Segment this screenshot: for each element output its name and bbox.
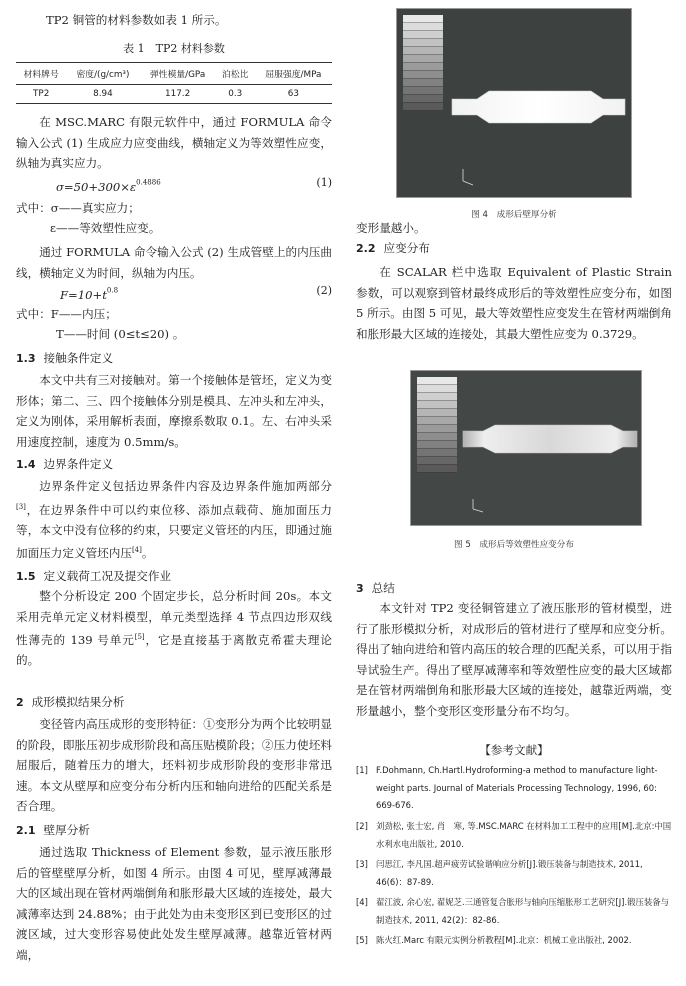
section-number: 1.4 [16, 458, 36, 471]
figure-5-tube [411, 371, 641, 525]
section-heading-2-1 [16, 820, 90, 841]
references-title: 【参考文献】 [479, 743, 549, 757]
section-title: 接触条件定义 [43, 351, 114, 365]
section-number: 2.1 [16, 824, 36, 837]
equation-1-number: (1) [316, 176, 332, 189]
table-cell: 8.94 [66, 85, 139, 104]
table-header: 弹性模量/GPa [140, 63, 216, 85]
table-header: 屈服强度/MPa [255, 63, 332, 85]
section-heading-1-5 [16, 566, 171, 587]
table-cell: 0.3 [216, 85, 255, 104]
equation-2 [60, 284, 332, 304]
table-cell: 117.2 [140, 85, 216, 104]
section-number: 1.5 [16, 570, 36, 583]
reference-item: [5] 陈火红.Marc 有限元实例分析教程[M].北京：机械工业出版社, 2002. [356, 935, 632, 945]
equation-1-body: σ=50+300×ε [56, 180, 137, 194]
section-1-4-body: 边界条件定义包括边界条件内容及边界条件施加两部分[3]，在边界条件中可以约束位移、添加点载荷、施加面压力等，本文中没有位移的约束，只要定义管坯的内压，即通过施加面压力定义管坯内压[4]。 [16, 479, 332, 561]
equation-1-exponent: 0.4886 [136, 178, 161, 187]
section-1-3-body: 本文中共有三对接触对。第一个接触体是管坯，定义为变形体；第二、三、四个接触体分别是模具、左冲头和左冲头，定义为刚体，采用解析表面，摩擦系数取 0.1。左、右冲头采用速度控制，速度为 0.5mm/s。 [16, 373, 332, 449]
equation-2-number: (2) [316, 284, 332, 297]
section-title: 定义载荷工况及提交作业 [43, 569, 172, 583]
section-1-5-body: 整个分析设定 200 个固定步长，总分析时间 20s。本文采用壳单元定义材料模型，单元类型选择 4 节点四边形双线性薄壳的 139 号单元[5]，它是直接基于离散克希霍夫理论的。 [16, 589, 332, 668]
section-title: 壁厚分析 [43, 823, 90, 837]
equation-2-body: F=10+t [60, 288, 107, 302]
equation-2-where-2: T——时间 (0≤t≤20) 。 [56, 327, 185, 341]
table-caption: 表 1 TP2 材料参数 [123, 42, 225, 55]
section-number: 2.2 [356, 242, 376, 255]
section-heading-1-3 [16, 348, 113, 369]
section-number: 1.3 [16, 352, 36, 365]
figure-5-caption: 图 5 成形后等效塑性应变分布 [454, 540, 574, 550]
reference-item: [3] 闫思江, 李凡国.超声疲劳试验谐响应分析[J].锻压装备与制造技术, 2011, 46(6)：87-89. [356, 859, 643, 887]
section-title: 边界条件定义 [43, 457, 114, 471]
section-heading-1-4 [16, 454, 113, 475]
section-2-body: 变径管内高压成形的变形特征：①变形分为两个比较明显的阶段，即胀压初步成形阶段和高压贴模阶段；②压力使坯料屈服后，随着压力的增大，坯料初步成形阶段的变形非常迅速。本文从壁厚和应变分布分析内压和轴向进给的匹配关系是否合理。 [16, 717, 332, 813]
equation-1-where-1: 式中：σ——真实应力； [16, 201, 140, 215]
section-2-1-body: 通过选取 Thickness of Element 参数，显示液压胀形后的管壁壁厚分析，如图 4 所示。由图 4 可见，壁厚减薄最大的区域出现在管材两端倒角和胀形最大区域的连接处，最大减薄率达到 24.88%；由于此处为由未变形区到已变形区的过渡区域，过大变形容易使此处发生壁厚减薄。越靠近管材两端， [16, 845, 332, 962]
material-table [16, 62, 332, 104]
table-cell: 63 [255, 85, 332, 104]
table-header: 泊松比 [216, 63, 255, 85]
table-header: 密度/(g/cm³) [66, 63, 139, 85]
equation-1 [56, 176, 332, 196]
figure-4-tube [397, 9, 631, 197]
reference-item: [4] 翟江波, 余心宏, 翟妮芝.三通管复合胀形与轴向压缩胀形工艺研究[J].锻压装备与制造技术, 2011, 42(2)：82-86. [356, 897, 669, 925]
section-heading-3 [356, 578, 395, 599]
reference-item: [2] 刘劲松, 张士宏, 肖 寒, 等.MSC.MARC 在材料加工工程中的应用[M].北京:中国水利水电出版社, 2010. [356, 821, 672, 849]
marc-paragraph-1: 在 MSC.MARC 有限元软件中，通过 FORMULA 命令输入公式 (1) 生成应力应变曲线，横轴定义为等效塑性应变，纵轴为真实应力。 [16, 115, 332, 170]
reference-item: [1] F.Dohmann, Ch.Hartl.Hydroforming-a method to manufacture light-weight parts. Journal of Materials Processing Technology, 1996, 60: 669-676. [356, 765, 658, 810]
intro-text: TP2 铜管的材料参数如表 1 所示。 [46, 13, 227, 27]
figure-5-image [410, 370, 642, 526]
section-number: 3 [356, 582, 364, 595]
section-title: 应变分布 [383, 241, 430, 255]
equation-1-where-2: ε——等效塑性应变。 [50, 221, 161, 235]
section-title: 成形模拟结果分析 [31, 695, 125, 709]
section-2-2-body: 在 SCALAR 栏中选取 Equivalent of Plastic Strain 参数，可以观察到管材最终成形后的等效塑性应变分布，如图 5 所示。由图 5 可见，最大等效塑性应变发生在管材两端倒角和胀形最大区域的连接处，其最大塑性应变为 0.3729。 [356, 265, 672, 341]
section-number: 2 [16, 696, 24, 709]
table-header: 材料牌号 [16, 63, 66, 85]
figure-4-image [396, 8, 632, 198]
equation-2-where-1: 式中：F——内压； [16, 307, 117, 321]
equation-2-exponent: 0.8 [106, 286, 119, 295]
table-cell: TP2 [16, 85, 66, 104]
marc-paragraph-2: 通过 FORMULA 命令输入公式 (2) 生成管壁上的内压曲线，横轴定义为时间，纵轴为内压。 [16, 245, 332, 280]
section-heading-2-2 [356, 238, 430, 259]
section-title: 总结 [371, 581, 395, 595]
section-3-body: 本文针对 TP2 变径铜管建立了液压胀形的管材模型，进行了胀形模拟分析，对成形后的管材进行了壁厚和应变分析。得出了轴向进给和管内高压的较合理的匹配关系，可以用于指导试验生产。得出了壁厚减薄率和等效塑性应变的最大区域都是在管材两端倒角和胀形最大区域的连接处，越靠近两端，变形量越小，整个变形区变形量分布不均匀。 [356, 601, 672, 718]
section-2-1-continued: 变形量越小。 [356, 221, 426, 235]
section-heading-2 [16, 692, 124, 713]
figure-4-caption: 图 4 成形后壁厚分析 [471, 210, 557, 220]
